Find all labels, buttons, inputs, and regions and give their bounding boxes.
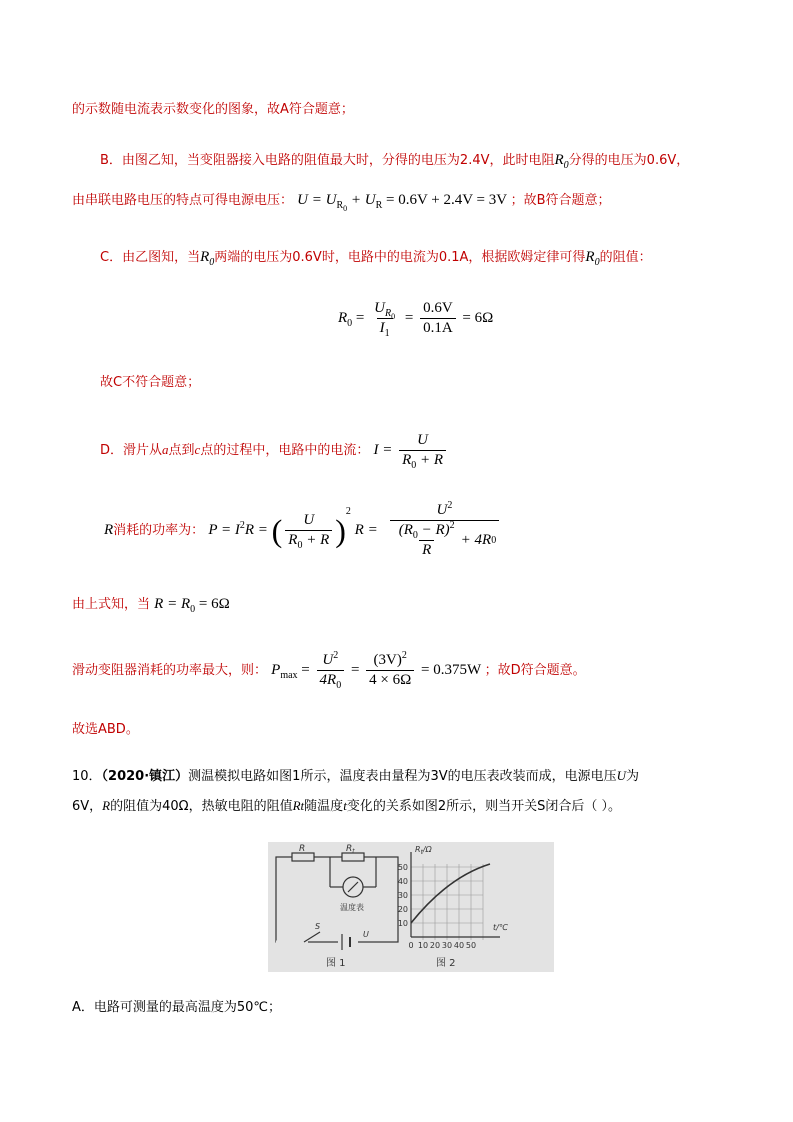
circuit-diagram (276, 853, 398, 950)
label-rt: $R_t$ (346, 844, 355, 855)
current-equation: I = $\frac{U}{R_0 + R}$ (373, 442, 449, 458)
x-tick-0: 0 (408, 941, 414, 950)
resistor-r (292, 853, 314, 861)
x-tick-20: 20 (429, 941, 441, 950)
question-10-line-2: 6V，R的阻值为40Ω，热敏电阻的阻值Rt随温度t变化的关系如图2所示，则当开关S闭合后（ ）。 (72, 798, 621, 814)
source-voltage-equation: $U = U_{R_0} + U_R = 0.6V + 2.4V = 3V$ (297, 192, 507, 213)
text-line-1 (72, 100, 354, 120)
battery-label: U (363, 930, 369, 939)
rt-graph (398, 845, 509, 969)
y-tick-20: 20 (397, 905, 408, 914)
max-power-line: 滑动变阻器消耗的功率最大，则： $P_{max}$ = $\frac{U^2}{4R_0}$ = $\frac{(3V)^2}{4 \times 6\Omega}$ = 0.375W ；故D符合题意。 (72, 650, 586, 692)
switch-label: S (315, 922, 321, 931)
x-tick-10: 10 (417, 941, 429, 950)
answer-line: 故选ABD。 (72, 722, 139, 737)
option-c-line: C．由乙图知，当$R_0$两端的电压为0.6V时，电路中的电流为0.1A，根据欧姆定律可得$R_0$的阻值： (100, 249, 652, 268)
caption-2: 图 2 (436, 958, 456, 969)
power-line: R消耗的功率为： $P = I^2R$ = ( $\frac{U}{R_0 + R}$ )$^2$ R = $U^2$ $\frac{(R_0 - R)^2}{R}$ + 4R 0 (104, 502, 507, 559)
y-tick-30: 30 (397, 891, 408, 900)
switch-s (304, 932, 320, 942)
option-c-conclusion: 故C不符合题意； (100, 375, 201, 390)
meter-label: 温度表 (340, 903, 364, 912)
graph-grid (411, 864, 483, 940)
max-power-equation: $P_{max}$ = $\frac{U^2}{4R_0}$ = $\frac{(3V)^2}{4 \times 6\Omega}$ = 0.375W (271, 650, 481, 692)
x-tick-50: 50 (465, 941, 477, 950)
y-tick-40: 40 (397, 877, 408, 886)
x-tick-40: 40 (453, 941, 465, 950)
r0-equation: $R_0$ = $\frac{U_{R_0}}{I_1}$ = $\frac{0.6V}{0.1A}$ = 6Ω (338, 300, 494, 340)
label-r: R (299, 844, 306, 854)
option-a: A．电路可测量的最高温度为50℃； (72, 1000, 282, 1015)
y-axis-title: $R_t/\Omega$ (415, 845, 432, 856)
power-equation: $P = I^2R$ = ( $\frac{U}{R_0 + R}$ )$^2$ R = $U^2$ $\frac{(R_0 - R)^2}{R}$ + 4R 0 (208, 522, 507, 538)
option-d-line: D．滑片从a点到c点的过程中，电路中的电流： I = $\frac{U}{R_0 + R}$ (100, 430, 449, 471)
y-tick-10: 10 (397, 919, 408, 928)
caption-1: 图 1 (326, 958, 346, 969)
x-tick-30: 30 (441, 941, 453, 950)
circuit-and-graph-figure (268, 842, 554, 972)
line1-text: 的示数随电流表示数变化的图象，故A符合题意； (72, 102, 354, 117)
option-b-line-2: 由串联电路电压的特点可得电源电压： $U = U_{R_0} + U_R = 0.6V + 2.4V = 3V$ ；故B符合题意； (72, 192, 611, 213)
question-10-line-1: 10．（2020·镇江）测温模拟电路如图1所示，温度表由量程为3V的电压表改装而成，电源电压U为 (72, 768, 640, 784)
y-tick-50: 50 (397, 863, 408, 872)
condition-line: 由上式知，当 $R = R_0 = 6\Omega$ (72, 596, 230, 615)
figure-svg (268, 842, 554, 972)
option-b-line-1: B．由图乙知，当变阻器接入电路的阻值最大时，分得的电压为2.4V，此时电阻$R_0$分得的电压为0.6V， (100, 152, 690, 171)
x-axis-title: t/℃ (493, 923, 508, 932)
